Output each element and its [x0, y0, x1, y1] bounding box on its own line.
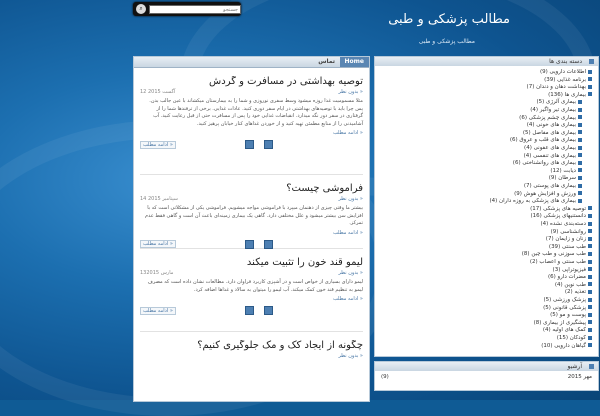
category-label: طب سنتی (39): [548, 243, 586, 250]
category-item[interactable]: [514, 191, 582, 197]
folder-icon: [589, 59, 594, 64]
category-item[interactable]: [557, 335, 592, 341]
nav-contact-tab[interactable]: تماس: [318, 58, 335, 65]
category-bullet-icon: [588, 267, 592, 271]
category-label: بهداشت دهان و دندان (7): [526, 84, 586, 91]
share-icons: [245, 306, 273, 315]
category-label: مضرات دارو (6): [547, 274, 586, 281]
category-list: [375, 66, 598, 356]
category-label: بیماری های تنفسی (4): [523, 152, 576, 159]
category-label: ورزش و افزایش هوش (9): [514, 190, 576, 197]
category-bullet-icon: [578, 176, 582, 180]
category-item[interactable]: [553, 267, 592, 273]
read-more-link[interactable]: ادامه مطلب »: [333, 229, 363, 236]
post-meta: [140, 89, 363, 95]
post-comments-link[interactable]: بدون نظر »: [338, 270, 363, 276]
category-item[interactable]: [530, 107, 582, 113]
category-item[interactable]: [555, 282, 592, 288]
category-label: بیماری چشم پزشکی (6): [519, 114, 576, 121]
category-label: پزشکی قانونی (5): [543, 304, 586, 311]
category-item[interactable]: [530, 206, 592, 212]
category-item[interactable]: [543, 305, 592, 311]
site-tagline: مطالب پزشکی و طبی: [418, 38, 475, 45]
category-item[interactable]: [527, 84, 592, 90]
category-item[interactable]: [524, 153, 582, 159]
category-bullet-icon: [588, 290, 592, 294]
post: [140, 249, 363, 332]
post-date: 12 آگست 2015: [140, 89, 176, 95]
category-bullet-icon: [578, 138, 582, 142]
category-bullet-icon: [588, 77, 592, 81]
category-label: بیماری آلرژی (5): [536, 99, 576, 106]
category-label: برنامه غذایی (39): [544, 76, 586, 83]
bookmark-icon[interactable]: [264, 306, 273, 315]
category-bullet-icon: [588, 298, 592, 302]
category-bullet-icon: [588, 252, 592, 256]
category-item[interactable]: [543, 297, 592, 303]
category-bullet-icon: [578, 184, 582, 188]
post-date: 14 سپتامبر 2015: [140, 196, 178, 202]
post-footer: [140, 140, 363, 149]
category-label: زنان و زایمان (7): [545, 236, 586, 243]
post-comments-link[interactable]: بدون نظر »: [338, 353, 363, 359]
archive-label: مهر 2015: [567, 374, 592, 380]
read-more-link[interactable]: ادامه مطلب »: [333, 296, 363, 302]
category-item[interactable]: [565, 289, 592, 295]
category-label: طب سوزنی و طب چین (8): [521, 251, 586, 258]
search-button[interactable]: ⌕: [136, 4, 146, 14]
archive-header: [375, 362, 598, 371]
share-icons: [245, 140, 273, 149]
category-label: بیماری های پزشکی به روزه داران (4): [489, 198, 576, 205]
nav-home-tab[interactable]: Home: [340, 57, 369, 67]
category-bullet-icon: [588, 70, 592, 74]
category-bullet-icon: [588, 229, 592, 233]
post: [140, 175, 363, 249]
share-icons: [245, 240, 273, 249]
category-item[interactable]: [548, 92, 592, 98]
read-more-link[interactable]: ادامه مطلب »: [333, 130, 363, 136]
post-footer: [140, 306, 363, 315]
category-item[interactable]: [519, 115, 582, 121]
category-item[interactable]: [510, 137, 582, 143]
category-item[interactable]: [530, 213, 592, 219]
category-bullet-icon: [588, 328, 592, 332]
category-item[interactable]: [546, 236, 592, 242]
post-meta: [140, 353, 363, 359]
bookmark-icon[interactable]: [264, 240, 273, 249]
main-content: [133, 56, 370, 402]
share-icon[interactable]: [245, 240, 254, 249]
category-label: بیماری ها (136): [548, 91, 586, 98]
category-label: دیابت (12): [550, 167, 576, 174]
category-label: فیزیوتراپی (3): [552, 266, 586, 273]
category-bullet-icon: [578, 199, 582, 203]
category-bullet-icon: [588, 222, 592, 226]
category-bullet-icon: [588, 320, 592, 324]
category-bullet-icon: [578, 115, 582, 119]
category-bullet-icon: [588, 313, 592, 317]
category-label: بیماری های قلب و عروق (6): [509, 137, 576, 144]
category-item[interactable]: [522, 251, 592, 257]
category-item[interactable]: [540, 69, 592, 75]
category-label: بیماری های پوستی (7): [523, 183, 576, 189]
category-bullet-icon: [588, 336, 592, 340]
post: [140, 68, 363, 175]
post-footer: [140, 240, 363, 249]
category-item[interactable]: [527, 122, 582, 128]
category-label: طب سنتی و اعصاب (2): [529, 259, 586, 265]
category-bullet-icon: [588, 92, 592, 96]
post-meta: [140, 196, 363, 202]
category-label: بیماری های روانشناختی (6): [512, 160, 576, 167]
category-bullet-icon: [588, 343, 592, 347]
category-label: سرطان (9): [548, 175, 576, 182]
archive-widget: [374, 361, 599, 391]
category-bullet-icon: [588, 275, 592, 279]
post-title[interactable]: توصیه بهداشتی در مسافرت و گردش: [209, 76, 363, 87]
category-item[interactable]: [513, 160, 582, 166]
continue-button[interactable]: ادامه مطلب »: [140, 141, 176, 149]
category-bullet-icon: [588, 244, 592, 248]
category-label: طب نوین (4): [554, 281, 586, 288]
category-bullet-icon: [578, 153, 582, 157]
category-label: بیماری تیر واگیر (4): [530, 107, 576, 113]
category-item[interactable]: [543, 327, 592, 333]
category-label: کودکان (15): [556, 335, 586, 341]
post-excerpt: لیمو دارای بسیاری از خواص است و در آشپزی کاربرد فراوان دارد. مطالعات نشان داده است که مصرف لیمو به تنظیم قند خون کمک میکند. آب لیمو را میتوان به سالاد و غذاها اضافه کرد.: [147, 279, 363, 293]
category-item[interactable]: [523, 130, 582, 136]
categories-widget: [374, 56, 599, 357]
category-label: دانستنیهای پزشکی (16): [530, 213, 586, 220]
category-item[interactable]: [530, 259, 592, 265]
category-bullet-icon: [578, 161, 582, 165]
category-item[interactable]: [548, 274, 592, 280]
category-item[interactable]: [549, 244, 592, 250]
category-bullet-icon: [578, 191, 582, 195]
category-item[interactable]: [534, 320, 592, 326]
category-label: دسته‌بندی نشده (4): [540, 221, 586, 227]
category-label: پیشگیری از بیماری (8): [533, 319, 586, 326]
category-item[interactable]: [541, 343, 592, 349]
category-label: گیاهان دارویی (10): [541, 342, 586, 349]
archive-item[interactable]: [375, 371, 598, 383]
category-bullet-icon: [578, 168, 582, 172]
category-label: کمک های اولیه (4): [542, 327, 586, 334]
categories-header: [375, 57, 598, 66]
continue-button[interactable]: ادامه مطلب »: [140, 240, 176, 248]
category-bullet-icon: [588, 282, 592, 286]
category-bullet-icon: [588, 305, 592, 309]
category-bullet-icon: [588, 206, 592, 210]
bookmark-icon[interactable]: [264, 140, 273, 149]
category-item[interactable]: [540, 221, 592, 227]
category-bullet-icon: [578, 123, 582, 127]
post-excerpt: مثلا مسمومیت غذا روزه میشود وسط سفری نوروزی و شما را به بیمارستان میکشاند با عین جالب بدن. پس چرا باید با توصیه‌های بهداشتی در ایام سفر دوری کنید. عادات غذایی. برخی از ترفندها شما را از گرفتاری در سفر دور نگه میدارد. انقباضات غذایی خود را پس از مسافرت حتی از قبل رعایت کنید. آب آشامیدنی را از منابع مطمئن تهیه کنید و از خوردن غذاهای کنار خیابان پرهیز کنید.: [149, 98, 363, 127]
category-label: پزشک ورزشی (5): [543, 297, 586, 303]
archive-count: (9): [381, 374, 389, 380]
top-nav: [134, 57, 369, 68]
category-item[interactable]: [524, 183, 582, 189]
post: [140, 332, 363, 359]
category-bullet-icon: [588, 214, 592, 218]
category-bullet-icon: [588, 237, 592, 241]
category-label: پوست و مو (5): [550, 312, 586, 319]
category-item[interactable]: [489, 198, 582, 204]
post-excerpt: بیشتر ما وقتی چیزی از ذهنمان میپرد با فراموشی مواجه میشویم. فراموشی یکی از مشکلاتی است که با افزایش سن بیشتر میشود و علل مختلفی دارد. گاهی یک بیماری زمینه‌ای باعث آن است و گاهی فقط عدم تمرکز.: [145, 205, 363, 226]
category-label: بیماری های عفونی (4): [524, 145, 576, 151]
post-comments-link[interactable]: بدون نظر »: [338, 196, 363, 202]
category-label: بیماری های مفاصل (5): [522, 129, 576, 136]
category-label: توصیه های پزشکی (17): [530, 205, 586, 212]
share-icon[interactable]: [245, 140, 254, 149]
category-item[interactable]: [550, 312, 592, 318]
calendar-icon: [589, 364, 594, 369]
category-bullet-icon: [578, 108, 582, 112]
post-title[interactable]: چگونه از ایجاد کک و مک جلوگیری کنیم؟: [197, 340, 363, 351]
share-icon[interactable]: [245, 306, 254, 315]
category-bullet-icon: [578, 100, 582, 104]
categories-title: دسته بندی ها: [549, 58, 582, 65]
category-item[interactable]: [536, 99, 582, 105]
category-label: بیماری های خونی (4): [526, 122, 576, 129]
archive-title: آرشیو: [567, 363, 582, 370]
search-bar: [133, 2, 241, 16]
category-bullet-icon: [588, 260, 592, 264]
category-label: روانشناسی (9): [550, 228, 586, 235]
sidebar: [374, 56, 599, 400]
search-input[interactable]: [149, 5, 241, 14]
category-bullet-icon: [578, 146, 582, 150]
post-comments-link[interactable]: بدون نظر »: [338, 89, 363, 95]
post-title[interactable]: فراموشی چیست؟: [286, 183, 363, 194]
category-item[interactable]: [550, 168, 582, 174]
post-meta: [140, 270, 363, 276]
category-item[interactable]: [551, 229, 592, 235]
continue-button[interactable]: ادامه مطلب »: [140, 307, 176, 315]
post-title[interactable]: لیمو قند خون را تثبیت میکند: [246, 257, 363, 268]
site-title[interactable]: مطالب پزشکی و طبی: [388, 12, 510, 27]
category-item[interactable]: [524, 145, 582, 151]
category-label: تغذیه (2): [564, 289, 586, 296]
category-bullet-icon: [588, 85, 592, 89]
category-label: اطلاعات دارویی (9): [539, 69, 586, 75]
category-item[interactable]: [544, 77, 592, 83]
post-date: 13مارس 2015: [140, 270, 174, 276]
category-item[interactable]: [549, 175, 582, 181]
category-bullet-icon: [578, 130, 582, 134]
